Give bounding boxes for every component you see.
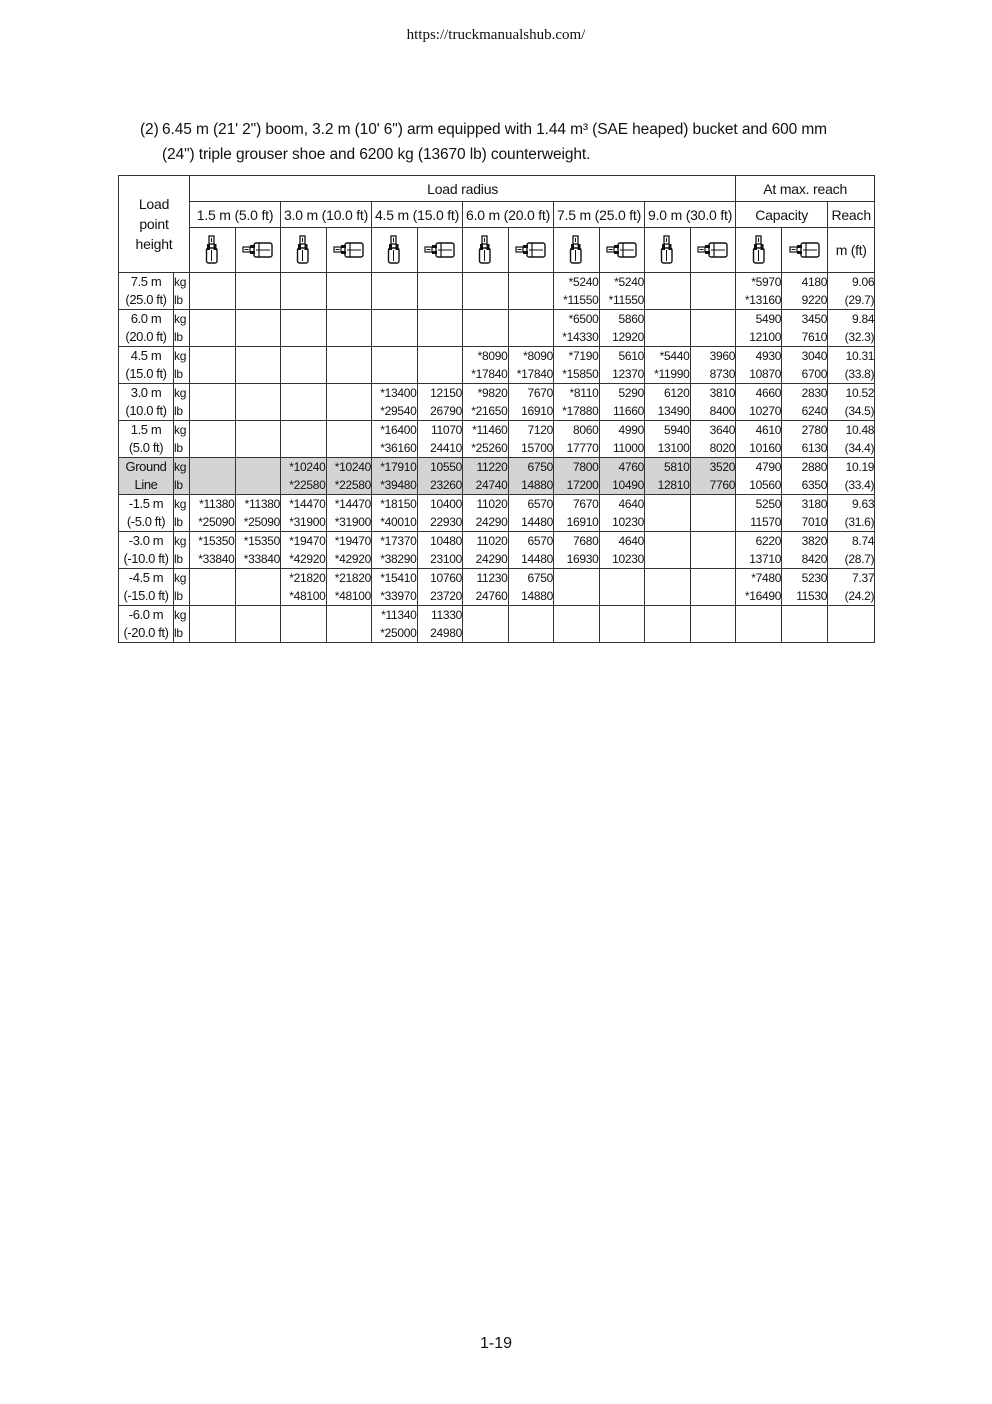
capacity-cell: 5860 12920 xyxy=(599,310,645,347)
max-reach-header: At max. reach xyxy=(736,176,875,202)
capacity-cell: *14470 *31900 xyxy=(326,495,372,532)
capacity-cell: 11020 24290 xyxy=(463,495,509,532)
capacity-cell xyxy=(281,421,327,458)
over-front-icon xyxy=(645,228,691,273)
table-row xyxy=(119,495,875,532)
radius-header: 6.0 m (20.0 ft) xyxy=(463,202,554,228)
capacity-cell xyxy=(372,347,418,384)
over-side-icon xyxy=(326,228,372,273)
capacity-header: Capacity xyxy=(736,202,828,228)
capacity-cell xyxy=(554,606,600,643)
capacity-cell: 6570 14480 xyxy=(508,532,554,569)
capacity-cell: *10240 *22580 xyxy=(281,458,327,495)
capacity-cell xyxy=(235,347,281,384)
reach-header: Reach xyxy=(828,202,875,228)
capacity-cell: 5810 12810 xyxy=(645,458,691,495)
capacity-cell xyxy=(190,310,236,347)
table-row xyxy=(119,532,875,569)
unit-cell: kg lb xyxy=(174,384,190,421)
capacity-cell xyxy=(599,569,645,606)
capacity-cell xyxy=(235,421,281,458)
reach-cell: 8.74 (28.7) xyxy=(828,532,875,569)
capacity-cell xyxy=(281,606,327,643)
capacity-cell xyxy=(190,569,236,606)
capacity-cell: 10400 22930 xyxy=(417,495,463,532)
capacity-cell: 11330 24980 xyxy=(417,606,463,643)
capacity-cell: 11220 24740 xyxy=(463,458,509,495)
capacity-cell: 6120 13490 xyxy=(645,384,691,421)
reach-unit: m (ft) xyxy=(828,228,875,273)
capacity-cell: 3810 8400 xyxy=(690,384,736,421)
capacity-cell xyxy=(235,458,281,495)
capacity-cell: *8110 *17880 xyxy=(554,384,600,421)
capacity-cell xyxy=(190,273,236,310)
capacity-cell xyxy=(508,273,554,310)
capacity-cell: 5250 11570 xyxy=(736,495,782,532)
capacity-cell xyxy=(690,310,736,347)
capacity-cell xyxy=(690,495,736,532)
capacity-cell: 11230 24760 xyxy=(463,569,509,606)
load-height-cell: -1.5 m (-5.0 ft) xyxy=(119,495,174,532)
capacity-cell xyxy=(599,606,645,643)
load-height-cell: 1.5 m (5.0 ft) xyxy=(119,421,174,458)
capacity-cell xyxy=(235,310,281,347)
load-radius-header: Load radius xyxy=(190,176,736,202)
load-height-cell: Ground Line xyxy=(119,458,174,495)
page-number: 1-19 xyxy=(479,1335,513,1352)
capacity-cell: *17370 *38290 xyxy=(372,532,418,569)
capacity-cell xyxy=(190,347,236,384)
capacity-cell: 6570 14480 xyxy=(508,495,554,532)
unit-cell: kg lb xyxy=(174,310,190,347)
capacity-cell: *11380 *25090 xyxy=(190,495,236,532)
over-side-icon xyxy=(417,228,463,273)
capacity-cell: 2830 6240 xyxy=(782,384,828,421)
capacity-cell: *8090 *17840 xyxy=(508,347,554,384)
unit-cell: kg lb xyxy=(174,495,190,532)
capacity-cell: *9820 *21650 xyxy=(463,384,509,421)
table-row xyxy=(119,569,875,606)
capacity-cell: *5240 *11550 xyxy=(599,273,645,310)
capacity-cell xyxy=(281,347,327,384)
table-row xyxy=(119,310,875,347)
capacity-cell xyxy=(736,606,782,643)
capacity-cell: 3960 8730 xyxy=(690,347,736,384)
capacity-cell: 7680 16930 xyxy=(554,532,600,569)
capacity-cell: *5970 *13160 xyxy=(736,273,782,310)
radius-header: 9.0 m (30.0 ft) xyxy=(645,202,736,228)
over-front-icon xyxy=(281,228,327,273)
load-height-cell: -6.0 m (-20.0 ft) xyxy=(119,606,174,643)
unit-cell: kg lb xyxy=(174,273,190,310)
capacity-cell: 5610 12370 xyxy=(599,347,645,384)
reach-cell: 9.06 (29.7) xyxy=(828,273,875,310)
capacity-cell: 5230 11530 xyxy=(782,569,828,606)
over-front-icon xyxy=(190,228,236,273)
capacity-cell: *5240 *11550 xyxy=(554,273,600,310)
capacity-cell xyxy=(645,495,691,532)
capacity-cell: 12150 26790 xyxy=(417,384,463,421)
capacity-cell xyxy=(645,273,691,310)
over-front-icon xyxy=(372,228,418,273)
capacity-cell xyxy=(326,384,372,421)
capacity-cell xyxy=(782,606,828,643)
table-row xyxy=(119,606,875,643)
capacity-cell xyxy=(690,569,736,606)
reach-cell: 9.84 (32.3) xyxy=(828,310,875,347)
capacity-cell: 11020 24290 xyxy=(463,532,509,569)
capacity-cell: 3520 7760 xyxy=(690,458,736,495)
capacity-cell: *21820 *48100 xyxy=(281,569,327,606)
table-row xyxy=(119,347,875,384)
capacity-cell xyxy=(645,569,691,606)
load-point-height-header: Load point height xyxy=(119,176,190,273)
capacity-cell xyxy=(372,310,418,347)
capacity-cell xyxy=(417,310,463,347)
capacity-cell: 4760 10490 xyxy=(599,458,645,495)
capacity-cell xyxy=(235,606,281,643)
capacity-cell: 3820 8420 xyxy=(782,532,828,569)
capacity-cell: *17910 *39480 xyxy=(372,458,418,495)
radius-header: 3.0 m (10.0 ft) xyxy=(281,202,372,228)
capacity-cell xyxy=(190,606,236,643)
capacity-cell: 10550 23260 xyxy=(417,458,463,495)
capacity-cell xyxy=(645,606,691,643)
capacity-cell: 2780 6130 xyxy=(782,421,828,458)
capacity-cell: 7800 17200 xyxy=(554,458,600,495)
source-url[interactable]: https://truckmanualshub.com/ xyxy=(406,27,586,43)
capacity-cell xyxy=(281,310,327,347)
reach-cell xyxy=(828,606,875,643)
capacity-cell: *7190 *15850 xyxy=(554,347,600,384)
load-height-cell: 7.5 m (25.0 ft) xyxy=(119,273,174,310)
capacity-cell: 10480 23100 xyxy=(417,532,463,569)
capacity-cell xyxy=(281,273,327,310)
unit-cell: kg lb xyxy=(174,606,190,643)
capacity-cell: 7670 16910 xyxy=(508,384,554,421)
capacity-cell xyxy=(508,310,554,347)
caption-number: (2) xyxy=(140,121,159,138)
capacity-cell: *15350 *33840 xyxy=(235,532,281,569)
capacity-cell: 4180 9220 xyxy=(782,273,828,310)
capacity-cell: 4610 10160 xyxy=(736,421,782,458)
capacity-cell xyxy=(190,421,236,458)
over-front-icon xyxy=(554,228,600,273)
capacity-cell: *15350 *33840 xyxy=(190,532,236,569)
capacity-cell xyxy=(235,384,281,421)
capacity-cell: 4640 10230 xyxy=(599,532,645,569)
capacity-cell: *18150 *40010 xyxy=(372,495,418,532)
capacity-cell: *11380 *25090 xyxy=(235,495,281,532)
caption-line-2: (24") triple grouser shoe and 6200 kg (13670 lb) counterweight. xyxy=(162,146,591,163)
reach-cell: 7.37 (24.2) xyxy=(828,569,875,606)
capacity-cell: 4660 10270 xyxy=(736,384,782,421)
load-height-cell: -4.5 m (-15.0 ft) xyxy=(119,569,174,606)
capacity-cell: *11460 *25260 xyxy=(463,421,509,458)
capacity-cell: 3450 7610 xyxy=(782,310,828,347)
capacity-cell: *14470 *31900 xyxy=(281,495,327,532)
table-caption xyxy=(140,117,880,167)
capacity-cell xyxy=(326,421,372,458)
load-height-cell: 4.5 m (15.0 ft) xyxy=(119,347,174,384)
ground-line-row xyxy=(119,458,875,495)
capacity-cell xyxy=(463,273,509,310)
unit-cell: kg lb xyxy=(174,347,190,384)
radius-header: 7.5 m (25.0 ft) xyxy=(554,202,645,228)
reach-cell: 10.19 (33.4) xyxy=(828,458,875,495)
load-height-cell: 3.0 m (10.0 ft) xyxy=(119,384,174,421)
capacity-cell xyxy=(463,606,509,643)
capacity-cell: 4930 10870 xyxy=(736,347,782,384)
capacity-cell: 11070 24410 xyxy=(417,421,463,458)
capacity-cell xyxy=(690,273,736,310)
capacity-cell: 7670 16910 xyxy=(554,495,600,532)
reach-cell: 9.63 (31.6) xyxy=(828,495,875,532)
capacity-cell: 4790 10560 xyxy=(736,458,782,495)
capacity-cell: *13400 *29540 xyxy=(372,384,418,421)
load-height-cell: 6.0 m (20.0 ft) xyxy=(119,310,174,347)
capacity-cell xyxy=(281,384,327,421)
capacity-cell: *8090 *17840 xyxy=(463,347,509,384)
unit-cell: kg lb xyxy=(174,532,190,569)
capacity-cell: 6750 14880 xyxy=(508,458,554,495)
capacity-cell: 5940 13100 xyxy=(645,421,691,458)
capacity-cell: 8060 17770 xyxy=(554,421,600,458)
capacity-cell xyxy=(417,273,463,310)
capacity-cell: 3040 6700 xyxy=(782,347,828,384)
capacity-cell xyxy=(417,347,463,384)
capacity-cell xyxy=(326,310,372,347)
capacity-cell: *11340 *25000 xyxy=(372,606,418,643)
table-row xyxy=(119,384,875,421)
capacity-cell: 4990 11000 xyxy=(599,421,645,458)
capacity-cell: 2880 6350 xyxy=(782,458,828,495)
capacity-cell: 7120 15700 xyxy=(508,421,554,458)
table-row xyxy=(119,273,875,310)
over-front-icon xyxy=(463,228,509,273)
capacity-cell: *19470 *42920 xyxy=(281,532,327,569)
capacity-cell xyxy=(463,310,509,347)
capacity-cell xyxy=(508,606,554,643)
over-side-icon xyxy=(690,228,736,273)
capacity-cell xyxy=(190,384,236,421)
over-front-icon xyxy=(736,228,782,273)
capacity-cell xyxy=(645,532,691,569)
capacity-cell xyxy=(326,347,372,384)
over-side-icon xyxy=(599,228,645,273)
table-row xyxy=(119,421,875,458)
capacity-cell: *16400 *36160 xyxy=(372,421,418,458)
over-side-icon xyxy=(235,228,281,273)
unit-cell: kg lb xyxy=(174,458,190,495)
reach-cell: 10.31 (33.8) xyxy=(828,347,875,384)
capacity-cell: *7480 *16490 xyxy=(736,569,782,606)
capacity-cell: 6750 14880 xyxy=(508,569,554,606)
reach-cell: 10.48 (34.4) xyxy=(828,421,875,458)
capacity-cell: 5290 11660 xyxy=(599,384,645,421)
over-side-icon xyxy=(508,228,554,273)
capacity-cell: *10240 *22580 xyxy=(326,458,372,495)
capacity-cell: *19470 *42920 xyxy=(326,532,372,569)
caption-line-1: 6.45 m (21' 2") boom, 3.2 m (10' 6") arm equipped with 1.44 m³ (SAE heaped) bucket and 600 mm xyxy=(162,121,827,138)
capacity-cell: 10760 23720 xyxy=(417,569,463,606)
capacity-cell xyxy=(690,532,736,569)
unit-cell: kg lb xyxy=(174,421,190,458)
unit-cell: kg lb xyxy=(174,569,190,606)
over-side-icon xyxy=(782,228,828,273)
capacity-cell: 4640 10230 xyxy=(599,495,645,532)
capacity-cell xyxy=(326,606,372,643)
capacity-cell xyxy=(190,458,236,495)
reach-cell: 10.52 (34.5) xyxy=(828,384,875,421)
load-height-cell: -3.0 m (-10.0 ft) xyxy=(119,532,174,569)
capacity-cell: *15410 *33970 xyxy=(372,569,418,606)
capacity-cell xyxy=(235,273,281,310)
capacity-cell: *21820 *48100 xyxy=(326,569,372,606)
capacity-cell: 3180 7010 xyxy=(782,495,828,532)
capacity-cell: 3640 8020 xyxy=(690,421,736,458)
capacity-cell xyxy=(645,310,691,347)
capacity-cell: *6500 *14330 xyxy=(554,310,600,347)
capacity-cell: *5440 *11990 xyxy=(645,347,691,384)
capacity-cell: 6220 13710 xyxy=(736,532,782,569)
capacity-cell xyxy=(372,273,418,310)
capacity-cell xyxy=(235,569,281,606)
radius-header: 4.5 m (15.0 ft) xyxy=(372,202,463,228)
capacity-cell: 5490 12100 xyxy=(736,310,782,347)
lifting-capacity-table xyxy=(118,175,875,643)
capacity-cell xyxy=(554,569,600,606)
capacity-cell xyxy=(326,273,372,310)
radius-header: 1.5 m (5.0 ft) xyxy=(190,202,281,228)
capacity-cell xyxy=(690,606,736,643)
